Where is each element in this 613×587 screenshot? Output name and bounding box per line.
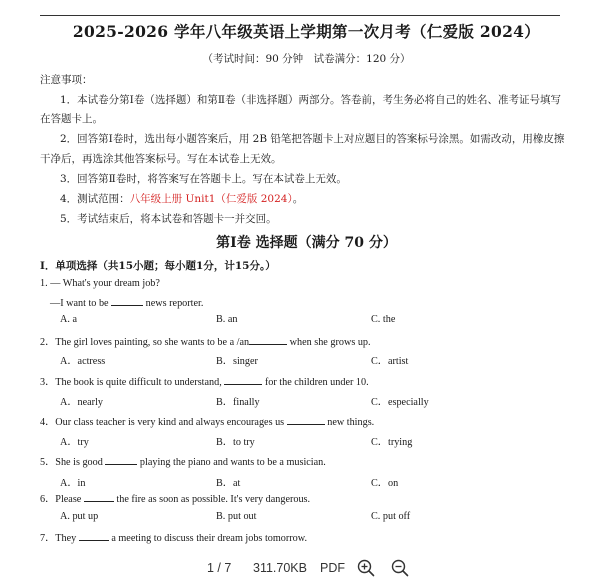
page-indicator[interactable]: 1 / 7 <box>207 561 232 575</box>
notice-line: 5．考试结束后，将本试卷和答题卡一并交回。 <box>60 213 277 225</box>
answer-blank <box>287 415 325 425</box>
question-text: 3．The book is quite difficult to understand, for the children under 10. <box>40 377 369 388</box>
option-c: C．on <box>371 478 399 489</box>
notice-line-range <box>60 191 303 206</box>
question-text: 5．She is good playing the piano and wants to be a musician. <box>40 457 326 468</box>
notice-heading: 注意事项： <box>40 74 93 86</box>
answer-blank <box>79 531 109 541</box>
notice-line: 3．回答第Ⅱ卷时，将答案写在答题卡上。写在本试卷上无效。 <box>60 173 347 185</box>
zoom-in-icon[interactable] <box>356 558 376 578</box>
option-c: C. the <box>371 314 396 325</box>
question-text: 1. — What's your dream job? <box>40 278 160 289</box>
exam-title: 2025-2026 学年八年级英语上学期第一次月考（仁爱版 2024） <box>72 22 541 41</box>
option-c: C．trying <box>371 437 413 448</box>
answer-blank <box>105 455 137 465</box>
option-c: C．artist <box>371 356 409 367</box>
option-b: B．singer <box>216 356 258 367</box>
notice-line: 2．回答第Ⅰ卷时，选出每小题答案后，用 2B 铅笔把答题卡上对应题目的答案标号涂黑。如需改动，用橡皮擦 <box>60 133 565 145</box>
part-title: I．单项选择（共15小题；每小题1分，计15分。） <box>40 260 276 272</box>
notice-range-value: 八年级上册 Unit1（仁爱版 2024） <box>129 193 293 205</box>
option-b: B. put out <box>216 511 257 522</box>
option-b: B．finally <box>216 397 260 408</box>
zoom-out-icon[interactable] <box>390 558 410 578</box>
file-type: PDF <box>320 561 345 575</box>
answer-blank <box>224 375 262 385</box>
option-a: A．nearly <box>60 397 103 408</box>
exam-subtitle: （考试时间：90 分钟 试卷满分：120 分） <box>202 53 411 65</box>
notice-line: 在答题卡上。 <box>40 113 103 125</box>
file-size: 311.70KB <box>253 561 307 575</box>
question-text: 7．They a meeting to discuss their dream jobs tomorrow. <box>40 533 308 544</box>
option-a: A．actress <box>60 356 106 367</box>
question-text: 6．Please the fire as soon as possible. It's very dangerous. <box>40 494 311 505</box>
option-a: A．in <box>60 478 86 489</box>
option-c: C．especially <box>371 397 429 408</box>
options-clipped-row <box>0 474 613 489</box>
header-rule <box>40 15 560 16</box>
question-text: —I want to be news reporter. <box>50 298 204 309</box>
viewer-toolbar <box>0 547 613 587</box>
question-text: 2．The girl loves painting, so she wants to be a /an when she grows up. <box>40 337 371 348</box>
notice-line: 1．本试卷分第Ⅰ卷（选择题）和第Ⅱ卷（非选择题）两部分。答卷前，考生务必将自己的姓名、准考证号填写 <box>60 94 561 106</box>
answer-blank <box>111 296 143 306</box>
option-b: B. an <box>216 314 238 325</box>
question-text: 4．Our class teacher is very kind and always encourages us new things. <box>40 417 375 428</box>
option-a: A. a <box>60 314 77 325</box>
notice-line: 干净后，再选涂其他答案标号。写在本试卷上无效。 <box>40 153 282 165</box>
option-c: C. put off <box>371 511 411 522</box>
option-a: A. put up <box>60 511 99 522</box>
answer-blank <box>84 492 114 502</box>
notice-range-suffix: 。 <box>292 193 304 205</box>
option-a: A．try <box>60 437 89 448</box>
section-title: 第Ⅰ卷 选择题（满分 70 分） <box>216 235 397 251</box>
option-b: B．at <box>216 478 241 489</box>
notice-range-prefix: 4．测试范围： <box>60 193 130 205</box>
option-b: B．to try <box>216 437 255 448</box>
answer-blank <box>249 335 287 345</box>
